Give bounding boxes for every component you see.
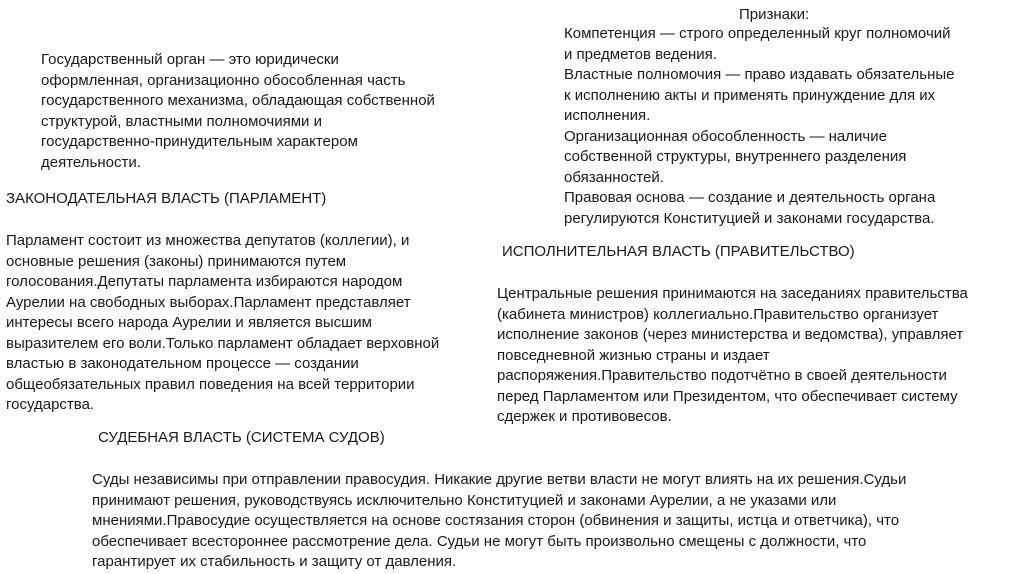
executive-heading: ИСПОЛНИТЕЛЬНАЯ ВЛАСТЬ (ПРАВИТЕЛЬСТВО)	[502, 243, 855, 260]
judicial-heading: СУДЕБНАЯ ВЛАСТЬ (СИСТЕМА СУДОВ)	[98, 429, 385, 446]
executive-paragraph: Центральные решения принимаются на заседаниях правительства (кабинета министров) коллегиально.Правительство организует исполнение законов (через министерства и ведомства), управляет повседневной жизнью страны и издает распоряжения.Правительство подотчётно в своей деятельности перед Парламентом или Президентом, что обеспечивает систему сдержек и противовесов.	[497, 285, 968, 425]
judicial-paragraph: Суды независимы при отправлении правосудия. Никакие другие ветви власти не могут влиять на их решения.Судьи принимают решения, руководствуясь исключительно Конституцией и законами Аурелии, а не указами или мнениями.Правосудие осуществляется на основе состязания сторон (обвинения и защиты, истца и ответчика), что обеспечивает всестороннее рассмотрение дела. Судьи не могут быть произвольно смещены с должности, что гарантирует их стабильность и защиту от давления.	[92, 471, 907, 570]
legislative-heading: ЗАКОНОДАТЕЛЬНАЯ ВЛАСТЬ (ПАРЛАМЕНТ)	[6, 190, 327, 207]
signs-title: Признаки:	[739, 6, 810, 23]
signs-paragraph: Компетенция — строго определенный круг полномочий и предметов ведения. Властные полномочия — право издавать обязательные к исполнению акты и применять принуждение для их исполнения. Организационная обособленность — наличие собственной структуры, внутреннего разделения обязанностей. Правовая основа — создание и деятельность органа регулируются Конституцией и законами государства.	[564, 25, 955, 227]
legislative-paragraph: Парламент состоит из множества депутатов (коллегии), и основные решения (законы) принимаются путем голосования.Депутаты парламента избираются народом Аурелии на свободных выборах.Парламент представляет интересы всего народа Аурелии и является высшим выразителем его воли.Только парламент обладает верховной властью в законодательном процессе — создании общеобязательных правил поведения на всей территории государства.	[6, 232, 440, 413]
definition-paragraph: Государственный орган — это юридически оформленная, организационно обособленная часть государственного механизма, обладающая собственной структурой, властными полномочиями и государственно-принудительным характером деятельности.	[41, 51, 435, 171]
